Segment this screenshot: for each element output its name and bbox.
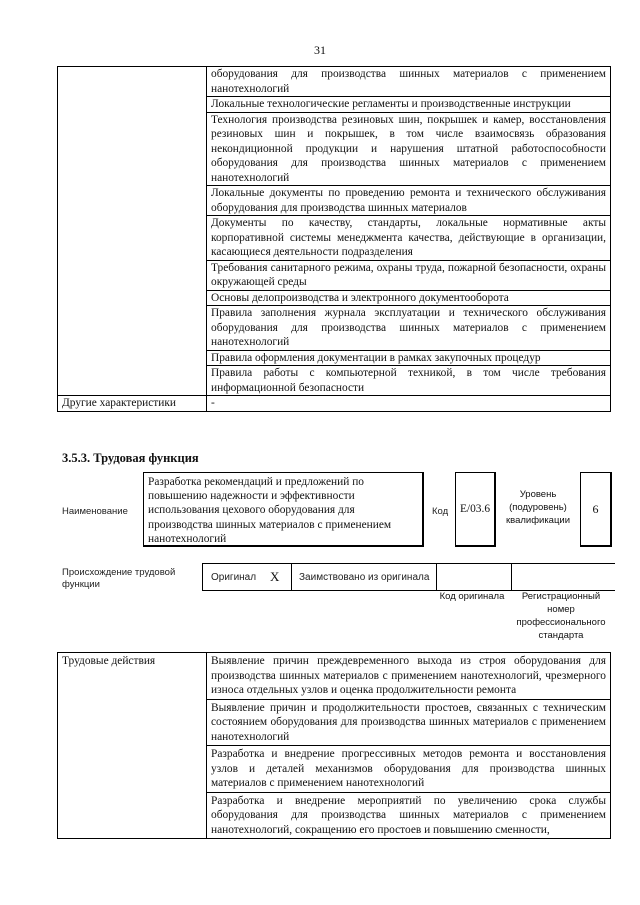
reg-number-caption: Регистрационный номер профессионального стандарта	[516, 591, 606, 641]
table-cell: Технология производства резиновых шин, покрышек и камер, восстановления резиновых шин и покрышек, в том числе взаимосвязь образования некондиционной продукции и нарушения штатной работоспособности оборудования для производства шинных материалов с применением нанотехнологий	[207, 112, 611, 186]
labor-actions-label: Трудовые действия	[58, 653, 207, 839]
empty-label-cell	[58, 67, 207, 396]
level-label: Уровень (подуровень) квалификации	[505, 489, 571, 526]
function-name-box: Разработка рекомендаций и предложений по повышению надежности и эффективности использования цехового оборудования для производства шинных материалов с применением нанотехнологий	[143, 472, 424, 547]
table-cell: Документы по качеству, стандарты, локальные нормативные акты корпоративной системы менеджмента качества, действующие в организации, касающиеся деятельности подразделения	[207, 216, 611, 261]
code-original-caption: Код оригинала	[439, 591, 505, 602]
labor-actions-table	[57, 652, 611, 839]
table-cell: Выявление причин и продолжительности простоев, связанных с техническим состоянием оборудования для производства шинных материалов с применением нанотехнологий	[207, 699, 611, 746]
table-cell: Разработка и внедрение прогрессивных методов ремонта и восстановления узлов и деталей механизмов оборудования для производства шинных материалов с применением нанотехнологий	[207, 746, 611, 793]
code-label: Код	[432, 506, 449, 517]
function-level-box: 6	[580, 472, 612, 547]
table-row	[58, 67, 611, 97]
table-cell: Требования санитарного режима, охраны труда, пожарной безопасности, охраны окружающей среды	[207, 260, 611, 290]
table-cell: Правила работы с компьютерной техникой, в том числе требования информационной безопасности	[207, 366, 611, 396]
table-cell: Локальные документы по проведению ремонта и технического обслуживания оборудования для производства шинных материалов	[207, 186, 611, 216]
name-label: Наименование	[62, 506, 128, 517]
page-number: 31	[314, 43, 326, 57]
section-heading: 3.5.3. Трудовая функция	[62, 451, 199, 465]
table-cell: оборудования для производства шинных материалов с применением нанотехнологий	[207, 67, 611, 97]
other-characteristics-value: -	[207, 396, 611, 412]
table-cell: Выявление причин преждевременного выхода из строя оборудования для производства шинных материалов с применением нанотехнологий, чрезмерного износа отдельных узлов и оценка продолжительности ремонта	[207, 653, 611, 700]
table-row	[58, 653, 611, 700]
table-cell: Основы делопроизводства и электронного документооборота	[207, 290, 611, 306]
origin-label: Происхождение трудовой функции	[62, 567, 176, 590]
function-code-box: E/03.6	[455, 472, 496, 547]
original-mark: X	[270, 569, 280, 584]
table-cell: Правила заполнения журнала эксплуатации и технического обслуживания оборудования для производства шинных материалов с применением нанотехнологий	[207, 306, 611, 351]
knowledge-table	[57, 66, 611, 412]
original-label: Оригинал	[211, 571, 257, 583]
borrowed-label: Заимствовано из оригинала	[299, 571, 430, 583]
table-cell: Локальные технологические регламенты и производственные инструкции	[207, 97, 611, 113]
table-cell: Правила оформления документации в рамках закупочных процедур	[207, 350, 611, 366]
table-row	[58, 396, 611, 412]
table-cell: Разработка и внедрение мероприятий по увеличению срока службы оборудования для производства шинных материалов с применением нанотехнологий, сокращению его простоев и повышению сменности,	[207, 792, 611, 839]
origin-row	[202, 563, 615, 591]
other-characteristics-label: Другие характеристики	[58, 396, 207, 412]
